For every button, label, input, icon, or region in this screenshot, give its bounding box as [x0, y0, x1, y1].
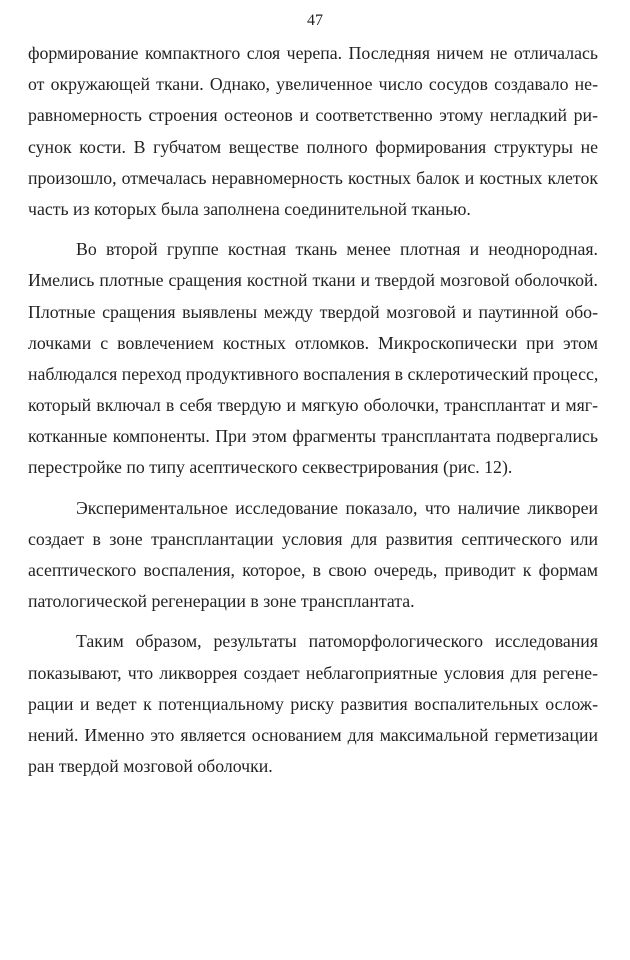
text-line: часть из которых была заполнена соединительной тканью.: [28, 198, 471, 219]
text-line: патологической регенерации в зоне трансплантата.: [28, 591, 415, 612]
text-line: асептического воспаления, которое, в свою очередь, приводит к формам: [28, 560, 598, 580]
paragraph: [28, 493, 598, 618]
text-line: перестройке по типу асептического секвестрирования (рис. 12).: [28, 457, 513, 478]
paragraph: [28, 234, 598, 484]
text-line: рации и ведет к потенциальному риску развития воспалительных ослож-: [28, 693, 598, 714]
text-line: Плотные сращения выявлены между твердой мозговой и паутинной обо-: [28, 301, 598, 322]
text-line: от окружающей ткани. Однако, увеличенное число сосудов создавало не-: [28, 74, 598, 95]
text-line: Во второй группе костная ткань менее плотная и неоднородная.: [76, 239, 598, 260]
text-line: наблюдался переход продуктивного воспаления в склеротический процесс,: [28, 363, 599, 384]
text-line: произошло, отмечалась неравномерность костных балок и костных клеток: [28, 167, 598, 188]
text-line: Имелись плотные сращения костной ткани и твердой мозговой оболочкой.: [28, 270, 598, 291]
text-line: сунок кости. В губчатом веществе полного формирования структуры не: [28, 136, 598, 157]
text-line: лочками с вовлечением костных отломков. Микроскопически при этом: [28, 332, 598, 353]
text-line: Экспериментальное исследование показало, что наличие ликвореи: [76, 497, 598, 518]
text-line: ран твердой мозговой оболочки.: [28, 756, 273, 777]
text-line: формирование компактного слоя черепа. Последняя ничем не отличалась: [28, 43, 598, 63]
text-line: нений. Именно это является основанием для максимальной герметизации: [28, 724, 598, 745]
text-line: котканные компоненты. При этом фрагменты трансплантата подвергались: [28, 426, 598, 447]
text-line: который включал в себя твердую и мягкую оболочки, трансплантат и мяг-: [28, 395, 598, 416]
text-line: создает в зоне трансплантации условия для развития септического или: [28, 528, 598, 549]
page-number: 47: [307, 12, 323, 29]
text-line: Таким образом, результаты патоморфологического исследования: [76, 631, 598, 652]
text-line: равномерность строения остеонов и соответственно этому негладкий ри-: [28, 105, 598, 126]
text-line: показывают, что ликворрея создает неблагоприятные условия для регене-: [28, 662, 598, 683]
body-text: [28, 38, 598, 782]
paragraph: [28, 626, 598, 782]
paragraph: [28, 38, 598, 225]
